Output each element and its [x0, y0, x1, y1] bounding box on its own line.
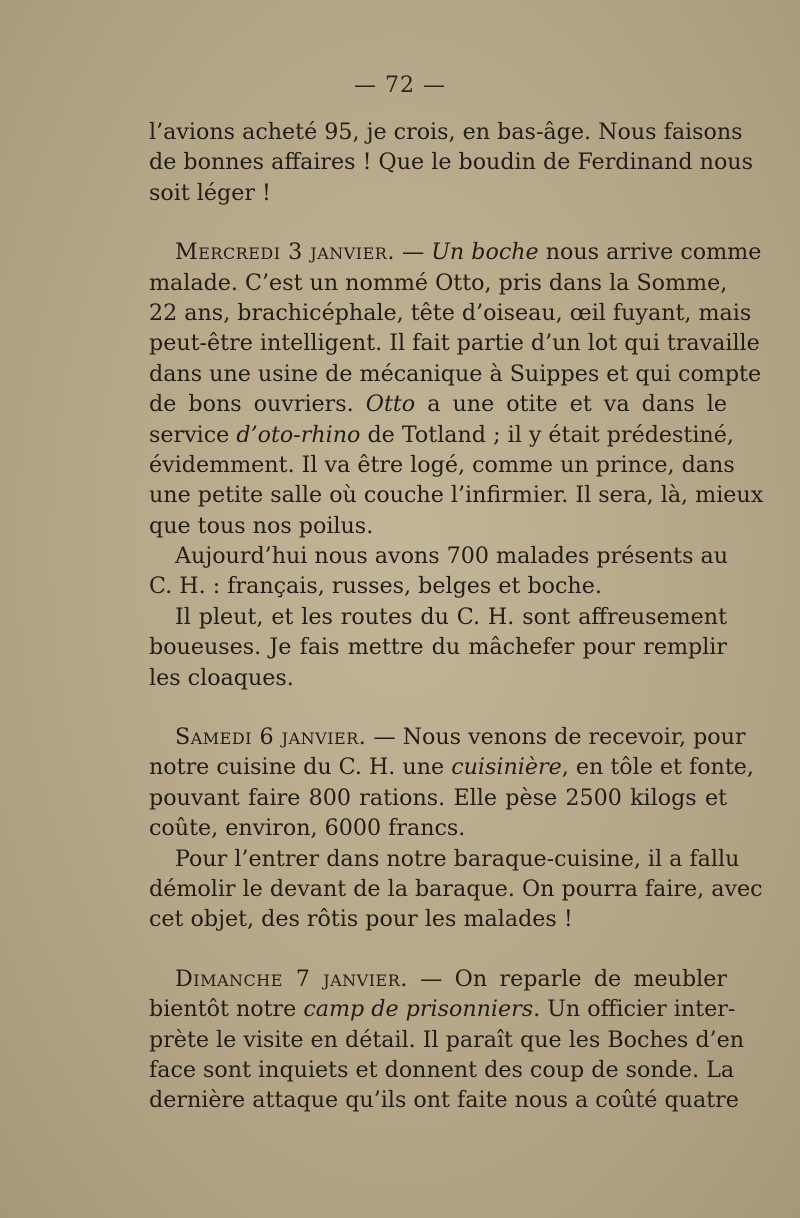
text-line: Aujourd’hui nous avons 700 malades présents au — [175, 543, 729, 570]
text-line: C. H. : français, russes, belges et boche. — [149, 573, 602, 600]
text-line: prète le visite en détail. Il paraît que les Boches d’en — [149, 1026, 744, 1053]
text-line: les cloaques. — [149, 664, 294, 691]
text-line: l’avions acheté 95, je crois, en bas-âge. Nous faisons — [149, 119, 743, 145]
text-line: dernière attaque qu’ils ont faite nous a coûté quatre — [149, 1087, 739, 1114]
entry-heading-line: Mercredi 3 janvier. — Un boche nous arrive comme — [175, 239, 762, 266]
text-line: notre cuisine du C. H. une cuisinière, en tôle et fonte, — [149, 754, 754, 781]
page-body — [149, 117, 764, 1116]
entry-date: Samedi 6 janvier. — [175, 724, 367, 751]
text-line: pouvant faire 800 rations. Elle pèse 2500 kilogs et — [149, 784, 727, 811]
text-line: 22 ans, brachicéphale, tête d’oiseau, œil fuyant, mais — [149, 299, 752, 326]
entry-heading-line: Dimanche 7 janvier. — On reparle de meubler — [175, 965, 727, 992]
text-line: dans une usine de mécanique à Suippes et qui compte — [149, 360, 762, 387]
text-line: que tous nos poilus. — [149, 512, 374, 539]
text-line: coûte, environ, 6000 francs. — [149, 815, 466, 842]
entry-date: Dimanche 7 janvier. — [175, 965, 408, 992]
text-line: peut-être intelligent. Il fait partie d’un lot qui travaille — [149, 330, 760, 357]
text-line: boueuses. Je fais mettre du mâchefer pour remplir — [149, 634, 727, 661]
text-line: Il pleut, et les routes du C. H. sont affreusement — [175, 603, 727, 630]
text-line: de bons ouvriers. Otto a une otite et va dans le — [149, 391, 727, 418]
text-line: soit léger ! — [149, 179, 271, 206]
text-line: évidemment. Il va être logé, comme un prince, dans — [149, 451, 735, 478]
entry-date: Mercredi 3 janvier. — [175, 239, 395, 266]
page-number: — 72 — — [354, 73, 446, 98]
text-line: une petite salle où couche l’infirmier. Il sera, là, mieux — [149, 482, 764, 509]
entry-heading-line: Samedi 6 janvier. — Nous venons de recevoir, pour — [175, 724, 746, 751]
text-line: de bonnes affaires ! Que le boudin de Ferdinand nous — [149, 149, 753, 176]
text-line: face sont inquiets et donnent des coup de sonde. La — [149, 1056, 735, 1083]
text-line: malade. C’est un nommé Otto, pris dans la Somme, — [149, 269, 728, 296]
text-line: démolir le devant de la baraque. On pourra faire, avec — [149, 875, 763, 902]
text-line: cet objet, des rôtis pour les malades ! — [149, 906, 573, 933]
text-line: service d’oto-rhino de Totland ; il y était prédestiné, — [149, 421, 734, 448]
text-line: Pour l’entrer dans notre baraque-cuisine, il a fallu — [175, 845, 740, 872]
text-line: bientôt notre camp de prisonniers. Un officier inter- — [149, 996, 736, 1023]
